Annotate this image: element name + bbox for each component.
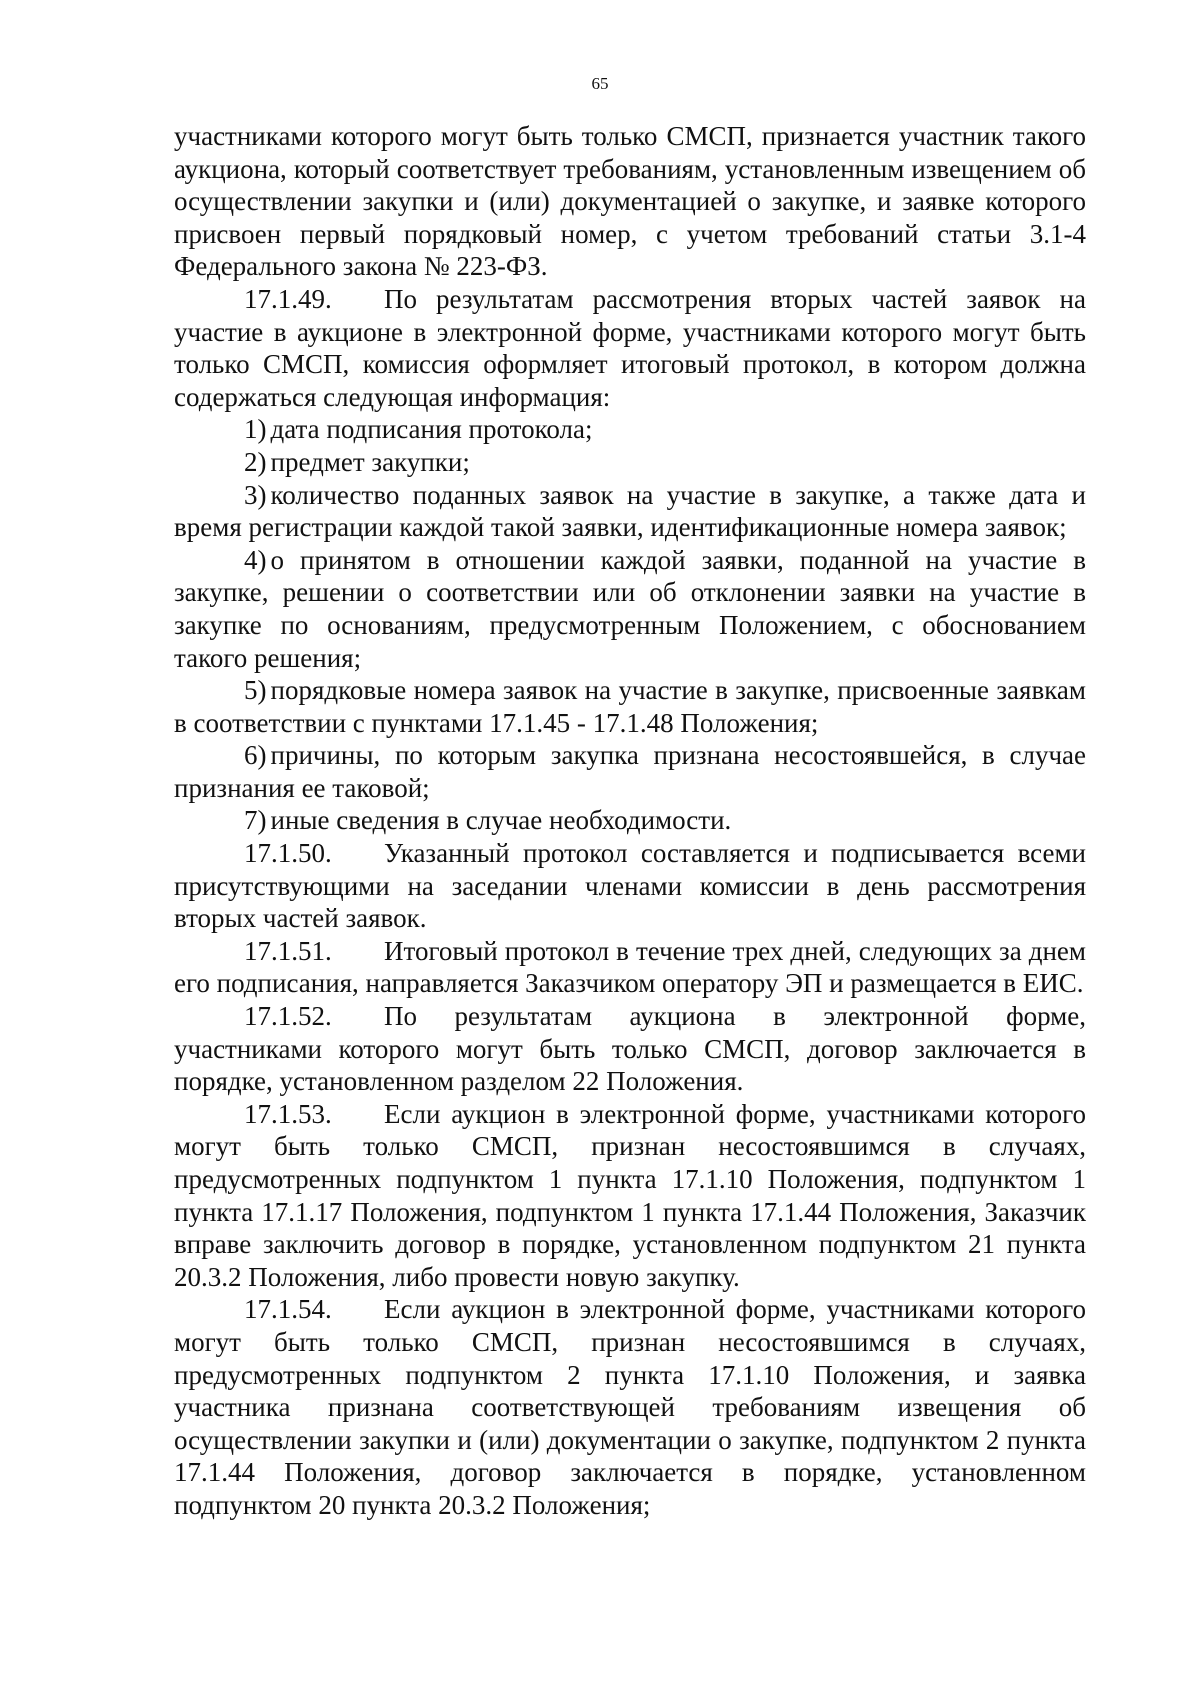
clause-text: Указанный протокол составляется и подписывается всеми присутствующими на заседании членами комиссии в день рассмотрения вторых частей заявок.	[174, 838, 1086, 934]
item-text: иные сведения в случае необходимости.	[270, 805, 732, 836]
item-text: предмет закупки;	[270, 446, 470, 477]
item-number: 6)	[244, 740, 267, 771]
clause-17-1-50	[174, 837, 1086, 935]
clause-text: Итоговый протокол в течение трех дней, следующих за днем его подписания, направляется Заказчиком оператору ЭП и размещается в ЕИС.	[174, 935, 1086, 999]
document-body	[174, 120, 1086, 1522]
item-text: причины, по которым закупка признана несостоявшейся, в случае признания ее таковой;	[174, 740, 1086, 803]
clause-number: 17.1.50.	[244, 838, 332, 869]
clause-text: Если аукцион в электронной форме, участниками которого могут быть только СМСП, признан несостоявшимся в случаях, предусмотренных подпунктом 2 пункта 17.1.10 Положения, и заявка участника признана соответствующей требованиям извещения об осуществлении закупки и (или) документации о закупке, подпунктом 2 пункта 17.1.44 Положения, договор заключается в порядке, установленном подпунктом 20 пункта 20.3.2 Положения;	[174, 1294, 1086, 1520]
clause-17-1-49	[174, 283, 1086, 413]
item-number: 2)	[244, 446, 267, 477]
item-text: о принятом в отношении каждой заявки, поданной на участие в закупке, решении о соответствии или об отклонении заявки на участие в закупке по основаниям, предусмотренным Положением, с обоснованием такого решения;	[174, 544, 1086, 673]
clause-text: Если аукцион в электронной форме, участниками которого могут быть только СМСП, признан несостоявшимся в случаях, предусмотренных подпунктом 1 пункта 17.1.10 Положения, подпунктом 1 пункта 17.1.17 Положения, подпунктом 1 пункта 17.1.44 Положения, Заказчик вправе заключить договор в порядке, установленном подпунктом 21 пункта 20.3.2 Положения, либо провести новую закупку.	[174, 1098, 1086, 1292]
item-text: порядковые номера заявок на участие в закупке, присвоенные заявкам в соответствии с пунктами 17.1.45 - 17.1.48 Положения;	[174, 675, 1086, 738]
list-item-2	[174, 446, 1086, 479]
item-number: 4)	[244, 544, 267, 575]
clause-number: 17.1.54.	[244, 1294, 332, 1325]
clause-17-1-53	[174, 1098, 1086, 1294]
clause-number: 17.1.53.	[244, 1098, 332, 1129]
clause-17-1-51	[174, 935, 1086, 1000]
item-text: дата подписания протокола;	[270, 414, 593, 445]
item-text: количество поданных заявок на участие в закупке, а также дата и время регистрации каждой такой заявки, идентификационные номера заявок;	[174, 479, 1086, 543]
clause-17-1-54	[174, 1293, 1086, 1521]
list-item-4	[174, 544, 1086, 674]
item-number: 3)	[244, 479, 267, 510]
clause-number: 17.1.49.	[244, 283, 332, 314]
item-number: 7)	[244, 805, 267, 836]
clause-17-1-52	[174, 1000, 1086, 1098]
item-number: 1)	[244, 414, 267, 445]
list-item-7	[174, 804, 1086, 837]
list-item-5	[174, 674, 1086, 739]
item-number: 5)	[244, 675, 267, 706]
paragraph-continuation	[174, 120, 1086, 283]
clause-number: 17.1.52.	[244, 1001, 332, 1032]
clause-text: По результатам аукциона в электронной форме, участниками которого могут быть только СМСП, договор заключается в порядке, установленном разделом 22 Положения.	[174, 1001, 1086, 1097]
list-item-6	[174, 739, 1086, 804]
page-number: 65	[591, 74, 609, 93]
clause-number: 17.1.51.	[244, 935, 332, 966]
paragraph-text: участниками которого могут быть только СМСП, признается участник такого аукциона, который соответствует требованиям, установленным извещением об осуществлении закупки и (или) документацией о закупке, и заявке которого присвоен первый порядковый номер, с учетом требований статьи 3.1-4 Федерального закона № 223-ФЗ.	[174, 121, 1086, 282]
list-item-1	[174, 413, 1086, 446]
clause-text: По результатам рассмотрения вторых частей заявок на участие в аукционе в электронной форме, участниками которого могут быть только СМСП, комиссия оформляет итоговый протокол, в котором должна содержаться следующая информация:	[174, 283, 1086, 412]
list-item-3	[174, 479, 1086, 544]
